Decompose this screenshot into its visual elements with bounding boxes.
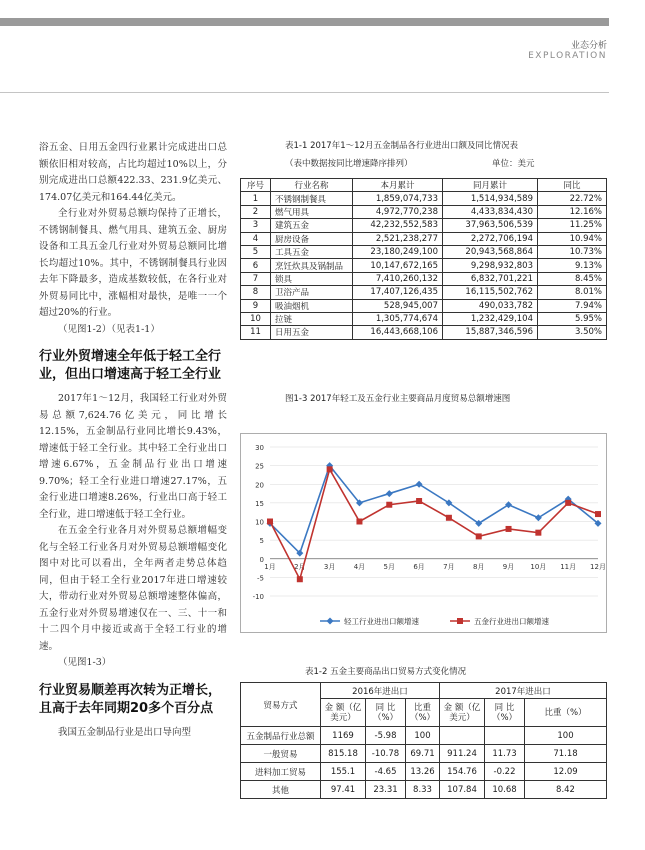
x-tick-label: 5月 [383, 562, 396, 571]
section-title-en: EXPLORATION [528, 51, 607, 61]
table-row [241, 286, 607, 299]
table-cell: 一般贸易 [241, 745, 321, 763]
table-cell: 490,033,782 [443, 299, 538, 312]
y-tick-label: 0 [259, 555, 264, 564]
table-cell: 1 [241, 192, 271, 205]
table-cell: 进料加工贸易 [241, 763, 321, 781]
table-cell: 6 [241, 259, 271, 272]
y-tick-label: -10 [252, 593, 264, 601]
data-point [446, 515, 452, 521]
table-cell [485, 727, 525, 745]
y-tick-label: 20 [255, 481, 264, 490]
table-cell: 8.01% [538, 286, 607, 299]
col-header: 同 比（%） [366, 699, 406, 727]
table-cell: 不锈钢制餐具 [271, 192, 353, 205]
table-cell: 五金制品行业总额 [241, 727, 321, 745]
table-cell: 528,945,007 [353, 299, 443, 312]
table-cell: 1,305,774,674 [353, 312, 443, 325]
data-point [386, 502, 392, 508]
table-cell: 3.50% [538, 326, 607, 339]
table-row [241, 299, 607, 312]
legend-marker [457, 618, 463, 624]
table-cell: 9.13% [538, 259, 607, 272]
table-cell: 2,272,706,194 [443, 232, 538, 245]
table-cell: 12.09 [525, 763, 607, 781]
data-point [327, 466, 333, 472]
table-cell: 5 [241, 245, 271, 258]
section-heading: 行业外贸增速全年低于轻工全行业，但出口增速高于轻工全行业 [39, 349, 222, 382]
col-header: 序号 [241, 179, 271, 192]
col-header: 比重（%） [525, 699, 607, 727]
figure-reference: （见图1-2）（见表1-1） [58, 323, 160, 335]
table-row [241, 763, 607, 781]
table-cell: -5.98 [366, 727, 406, 745]
series-line [270, 469, 598, 579]
table-cell: 日用五金 [271, 326, 353, 339]
y-tick-label: 25 [255, 462, 264, 471]
data-point [386, 490, 393, 497]
table-row [241, 272, 607, 285]
col-header: 金 额（亿美元） [440, 699, 485, 727]
table-subcaption: （表中数据按同比增速降序排列） [285, 159, 413, 169]
x-tick-label: 8月 [472, 562, 485, 571]
data-point [416, 498, 422, 504]
table-cell: 4,433,834,430 [443, 205, 538, 218]
y-tick-label: 5 [259, 537, 264, 546]
data-point [506, 526, 512, 532]
y-tick-label: 30 [255, 444, 264, 452]
x-tick-label: 2月 [294, 562, 306, 571]
table-header-row [241, 179, 607, 192]
table-cell: 69.71 [406, 745, 440, 763]
table-cell: 8.42 [525, 781, 607, 799]
table-cell: 7 [241, 272, 271, 285]
x-tick-label: 11月 [560, 562, 577, 571]
line-chart [240, 433, 607, 633]
table-cell: 155.1 [321, 763, 366, 781]
table-cell: 9,298,932,803 [443, 259, 538, 272]
table-cell: 8 [241, 286, 271, 299]
table-row [241, 781, 607, 799]
table-cell: 22.72% [538, 192, 607, 205]
table-cell: 锁具 [271, 272, 353, 285]
table-cell: 1169 [321, 727, 366, 745]
figure-caption: 图1-3 2017年轻工及五金行业主要商品月度贸易总额增速图 [285, 394, 511, 404]
table-cell: 吸油烟机 [271, 299, 353, 312]
table-cell: 815.18 [321, 745, 366, 763]
table-cell: 厨房设备 [271, 232, 353, 245]
table-cell: -10.78 [366, 745, 406, 763]
col-header: 行业名称 [271, 179, 353, 192]
table-cell: 100 [406, 727, 440, 745]
table-cell: 911.24 [440, 745, 485, 763]
table-row [241, 232, 607, 245]
legend-label: 轻工行业进出口额增速 [344, 617, 419, 626]
table-cell [440, 727, 485, 745]
table-cell: 97.41 [321, 781, 366, 799]
top-bar [0, 18, 609, 26]
table-cell: 11.73 [485, 745, 525, 763]
table-cell: -4.65 [366, 763, 406, 781]
col-header: 本月累计 [353, 179, 443, 192]
col-header: 贸易方式 [241, 683, 321, 727]
table-cell: 4,972,770,238 [353, 205, 443, 218]
table-cell: 7.94% [538, 299, 607, 312]
article-body [39, 140, 227, 741]
col-header: 同 比（%） [485, 699, 525, 727]
table-cell: 13.26 [406, 763, 440, 781]
table-row [241, 326, 607, 339]
table-row [241, 245, 607, 258]
table-cell: 15,887,346,596 [443, 326, 538, 339]
table-row [241, 312, 607, 325]
table-row [241, 259, 607, 272]
table-cell: 20,943,568,864 [443, 245, 538, 258]
data-point [595, 511, 601, 517]
table-cell: 11 [241, 326, 271, 339]
table-cell: 37,963,506,539 [443, 219, 538, 232]
data-point [535, 530, 541, 536]
table-cell: 卫浴产品 [271, 286, 353, 299]
table-caption: 表1-1 2017年1～12月五金制品各行业进出口额及同比情况表 [285, 141, 518, 151]
section-heading: 行业贸易顺差再次转为正增长，且高于去年同期20多个百分点 [39, 682, 222, 716]
data-point [267, 519, 273, 525]
table-cell: -0.22 [485, 763, 525, 781]
y-tick-label: -5 [257, 574, 264, 583]
table-cell: 1,232,429,104 [443, 312, 538, 325]
table-cell: 23.31 [366, 781, 406, 799]
table-cell: 7,410,260,132 [353, 272, 443, 285]
table-cell: 10,147,672,165 [353, 259, 443, 272]
table-cell: 3 [241, 219, 271, 232]
paragraph: 我国五金制品行业是出口导向型 [58, 726, 192, 738]
table-cell: 10.68 [485, 781, 525, 799]
table-cell: 1,859,074,733 [353, 192, 443, 205]
col-header: 同月累计 [443, 179, 538, 192]
table-cell: 工具五金 [271, 245, 353, 258]
trade-table [240, 178, 607, 340]
table-cell: 11.25% [538, 219, 607, 232]
chart-frame [241, 434, 607, 633]
table-cell: 8.45% [538, 272, 607, 285]
table-cell: 16,443,668,106 [353, 326, 443, 339]
table-cell: 10.73% [538, 245, 607, 258]
table-row [241, 205, 607, 218]
x-tick-label: 9月 [502, 562, 515, 571]
table-cell: 10.94% [538, 232, 607, 245]
table-cell: 烹饪炊具及锅制品 [271, 259, 353, 272]
legend-label: 五金行业进出口额增速 [474, 617, 549, 626]
table-cell: 9 [241, 299, 271, 312]
col-header: 比重（%） [406, 699, 440, 727]
x-tick-label: 4月 [353, 562, 366, 571]
data-point [297, 576, 303, 582]
table-cell: 16,115,502,762 [443, 286, 538, 299]
table-cell: 2,521,238,277 [353, 232, 443, 245]
paragraph: 2017年1～12月，我国轻工行业对外贸易总额7,624.76亿美元，同比增长12.15%，五金制品行业同比增长9.43%，增速低于轻工全行业。其中轻工全行业出口增速6.67%，五金制品行业出口增速9.70%；轻工全行业进口增速27.17%，五金行业进口增速8.26%，行业出口高于轻工全行业，进口增速低于轻工全行业。 [39, 393, 227, 520]
table-cell: 拉链 [271, 312, 353, 325]
col-header: 同比 [538, 179, 607, 192]
table-cell: 4 [241, 232, 271, 245]
x-tick-label: 3月 [323, 562, 336, 571]
paragraph: 浴五金、日用五金四行业累计完成进出口总额依旧相对较高，占比均超过10%以上，分别完成进出口总额422.33、231.9亿美元、174.07亿美元和164.44亿美元。 [39, 142, 227, 203]
table-cell: 其他 [241, 781, 321, 799]
col-group-header: 2017年进出口 [440, 683, 607, 699]
table-row [241, 192, 607, 205]
section-title: 业态分析 [570, 41, 607, 51]
table-cell: 17,407,126,435 [353, 286, 443, 299]
table-row [241, 219, 607, 232]
trade-mode-table [240, 682, 607, 799]
col-group-header: 2016年进出口 [321, 683, 440, 699]
table-cell: 107.84 [440, 781, 485, 799]
paragraph: 在五金全行业各月对外贸易总额增幅变化与全轻工行业各月对外贸易总额增幅变化图中对比可以看出，全年两者走势总体趋同，但由于轻工全行业2017年进口增速较大，带动行业对外贸易总额增速整体偏高，五金行业对外贸易增速仅在一、三、十一和十二四个月中接近或高于全轻工行业的增速。 [39, 525, 227, 652]
legend-marker [327, 618, 334, 625]
table-row [241, 745, 607, 763]
table-row [241, 727, 607, 745]
header-rule [0, 92, 609, 93]
table-cell: 23,180,249,100 [353, 245, 443, 258]
table-cell: 42,232,552,583 [353, 219, 443, 232]
col-header: 金 额（亿美元） [321, 699, 366, 727]
y-tick-label: 10 [255, 518, 264, 527]
table-cell: 154.76 [440, 763, 485, 781]
table-cell: 燃气用具 [271, 205, 353, 218]
table-cell: 5.95% [538, 312, 607, 325]
x-tick-label: 1月 [264, 562, 276, 571]
x-tick-label: 10月 [530, 562, 547, 571]
data-point [565, 500, 571, 506]
table-cell: 12.16% [538, 205, 607, 218]
table-cell: 建筑五金 [271, 219, 353, 232]
x-tick-label: 6月 [413, 562, 425, 571]
table-cell: 8.33 [406, 781, 440, 799]
y-tick-label: 15 [255, 499, 264, 508]
table-cell: 6,832,701,221 [443, 272, 538, 285]
x-tick-label: 12月 [590, 562, 606, 571]
table-cell: 71.18 [525, 745, 607, 763]
table-cell: 1,514,934,589 [443, 192, 538, 205]
data-point [356, 519, 362, 525]
x-tick-label: 7月 [443, 562, 455, 571]
table-unit: 单位：美元 [492, 159, 535, 169]
table-cell: 2 [241, 205, 271, 218]
table-cell: 10 [241, 312, 271, 325]
data-point [476, 533, 482, 539]
paragraph: 全行业对外贸易总额均保持了正增长，不锈钢制餐具、燃气用具、建筑五金、厨房设备和工具五金几行业对外贸易总额同比增长均超过10%。其中，不锈钢制餐具行业因去年下降最多，造成基数较低，在各行业对外贸易同比中，涨幅相对最快，是唯一一个超过20%的行业。 [39, 208, 227, 318]
table-caption: 表1-2 五金主要商品出口贸易方式变化情况 [305, 667, 467, 677]
table-cell: 100 [525, 727, 607, 745]
figure-reference: （见图1-3） [58, 657, 112, 668]
